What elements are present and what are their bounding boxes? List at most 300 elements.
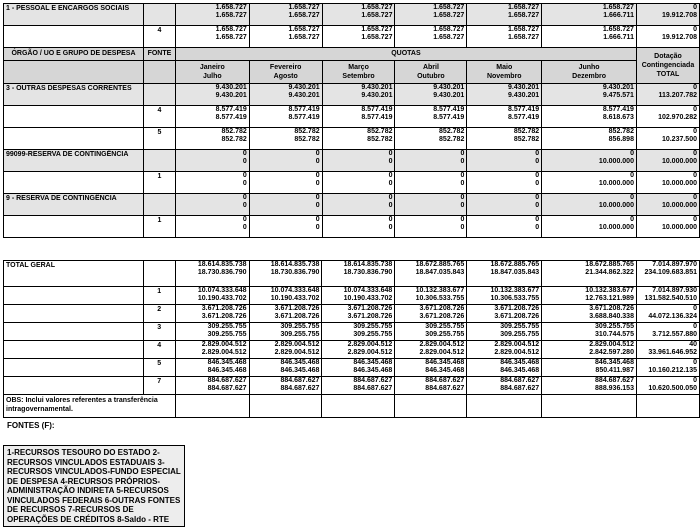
quota-value-top: 852.782 (221, 128, 247, 135)
quota-value-bottom: 19.912.708 (661, 34, 697, 41)
quota-cell (542, 216, 637, 238)
quota-cell (322, 106, 395, 128)
quota-value-top: 0 (388, 172, 393, 179)
quota-value-top: 309.255.755 (280, 323, 320, 330)
quota-value-bottom: 19.912.708 (661, 12, 697, 19)
quota-value-bottom: 850.411.987 (595, 367, 634, 374)
quota-cell (542, 106, 637, 128)
total-cell (636, 359, 699, 377)
quota-value-bottom: 8.577.419 (433, 114, 465, 121)
quota-value-top: 0 (693, 216, 697, 223)
fontes-label: FONTES (F): (7, 421, 55, 430)
quota-value-bottom: 0 (315, 202, 320, 209)
quota-value-top: 0 (693, 128, 697, 135)
orgao-column-header: ÓRGÃO / UO E GRUPO DE DESPESA (4, 48, 144, 61)
quota-cell (175, 128, 249, 150)
quota-cell (249, 172, 322, 194)
quota-cell (175, 287, 249, 305)
quota-value-bottom: 0 (535, 158, 540, 165)
quota-value-bottom: 10.000.000 (598, 224, 634, 231)
detail-row (4, 359, 700, 377)
quota-value-top: 2.829.004.512 (347, 341, 393, 348)
quota-cell (175, 84, 249, 106)
quota-cell (249, 194, 322, 216)
quota-cell (395, 216, 467, 238)
quota-value-top: 309.255.755 (353, 323, 393, 330)
quota-cell (395, 287, 467, 305)
total-geral-table (3, 260, 700, 418)
quota-cell (249, 84, 322, 106)
quota-value-top: 8.577.419 (288, 106, 320, 113)
quota-value-bottom: 12.763.121.989 (585, 295, 634, 302)
total-cell (636, 84, 699, 106)
quota-value-bottom: 102.970.282 (658, 114, 697, 121)
quota-value-bottom: 9.430.201 (508, 92, 540, 99)
quota-value-bottom: 131.582.540.510 (644, 295, 697, 302)
month-name-bottom: Julho (203, 73, 222, 80)
quota-value-top: 0 (460, 172, 465, 179)
quota-value-top: 0 (315, 194, 320, 201)
quota-value-bottom: 44.072.136.324 (648, 313, 697, 320)
quota-value-bottom: 18.730.836.790 (197, 269, 247, 276)
month-name-top: Abril (422, 64, 439, 71)
quota-value-top: 1.658.727 (288, 4, 320, 11)
quota-cell (322, 150, 395, 172)
dotacao-header-line: Contingenciada (641, 62, 695, 69)
quota-value-top: 18.672.885.765 (415, 261, 465, 268)
quota-cell (249, 323, 322, 341)
month-header-cell (395, 61, 467, 84)
row-label: 99099-RESERVA DE CONTINGÊNCIA (4, 150, 144, 172)
quota-value-bottom: 856.898 (608, 136, 634, 143)
quota-value-bottom: 10.000.000 (598, 180, 634, 187)
quota-value-bottom: 0 (460, 224, 465, 231)
quota-value-top: 884.687.627 (207, 377, 247, 384)
quota-value-bottom: 3.688.840.338 (589, 313, 634, 320)
fonte-value: 1 (143, 216, 175, 238)
quota-cell (175, 150, 249, 172)
fonte-value: 5 (143, 359, 175, 377)
quota-value-top: 9.430.201 (508, 84, 540, 91)
month-header-cell (175, 61, 249, 84)
total-cell (636, 305, 699, 323)
quota-value-bottom: 309.255.755 (500, 331, 540, 338)
quota-value-bottom: 10.306.533.755 (490, 295, 540, 302)
quota-value-bottom: 1.658.727 (215, 12, 247, 19)
quota-value-bottom: 852.782 (439, 136, 465, 143)
total-cell (636, 128, 699, 150)
quota-value-bottom: 310.744.575 (595, 331, 634, 338)
quota-cell (542, 4, 637, 26)
quota-cell (467, 128, 542, 150)
quota-value-top: 2.829.004.512 (274, 341, 320, 348)
quota-value-top: 884.687.627 (595, 377, 634, 384)
quota-cell (467, 305, 542, 323)
quota-cell (542, 261, 637, 287)
quota-value-bottom: 309.255.755 (207, 331, 247, 338)
quota-cell (249, 261, 322, 287)
quota-value-bottom: 8.577.419 (288, 114, 320, 121)
quota-value-bottom: 8.577.419 (508, 114, 540, 121)
quota-value-top: 0 (693, 377, 697, 384)
quota-cell (175, 359, 249, 377)
quota-value-bottom: 884.687.627 (353, 385, 393, 392)
quota-value-bottom: 0 (242, 158, 247, 165)
row-label (4, 216, 144, 238)
quota-value-bottom: 1.666.711 (603, 12, 634, 19)
row-label: 3 - OUTRAS DESPESAS CORRENTES (4, 84, 144, 106)
total-geral-row (4, 261, 700, 287)
total-cell (636, 287, 699, 305)
quota-value-top: 9.430.201 (361, 84, 393, 91)
month-name-top: Março (348, 64, 369, 71)
quota-cell (322, 323, 395, 341)
detail-row (4, 128, 700, 150)
quota-value-bottom: 10.000.000 (661, 158, 697, 165)
quota-value-bottom: 18.730.836.790 (343, 269, 393, 276)
quota-value-bottom: 852.782 (221, 136, 247, 143)
quota-cell (249, 128, 322, 150)
quota-value-top: 1.658.727 (508, 26, 540, 33)
quota-value-bottom: 8.618.673 (602, 114, 634, 121)
row-label (4, 323, 144, 341)
quota-value-bottom: 3.712.557.880 (652, 331, 697, 338)
quota-value-bottom: 309.255.755 (280, 331, 320, 338)
quota-value-top: 0 (693, 26, 697, 33)
quota-value-bottom: 18.730.836.790 (270, 269, 320, 276)
quota-value-top: 0 (388, 216, 393, 223)
quota-value-top: 40 (689, 341, 697, 348)
quota-value-bottom: 1.658.727 (433, 12, 465, 19)
month-header-cell (467, 61, 542, 84)
quota-cell (322, 128, 395, 150)
quota-value-top: 0 (693, 106, 697, 113)
quota-value-bottom: 852.782 (294, 136, 320, 143)
fonte-value (143, 194, 175, 216)
quota-value-bottom: 1.658.727 (508, 12, 540, 19)
quota-value-top: 846.345.468 (280, 359, 320, 366)
quota-cell (322, 287, 395, 305)
fontes-legend-box: 1-RECURSOS TESOURO DO ESTADO 2-RECURSOS VINCULADOS ESTADUAIS 3-RECURSOS VINCULADOS-FUNDO ESPECIAL DE DESPESA 4-RECURSOS PRÓPRIOS-ADMINISTRAÇÃO INDIRETA 5-RECURSOS VINCULADOS FEDERAIS 6-OUTRAS FONTES DE RECURSOS 7-RECURSOS DE OPERAÇÕES DE CRÉDITOS 8-Saldo - RTE (3, 445, 185, 527)
quota-value-bottom: 0 (535, 180, 540, 187)
fonte-value (143, 261, 175, 287)
quota-value-bottom: 10.000.000 (661, 202, 697, 209)
quota-cell (322, 359, 395, 377)
quota-cell (542, 305, 637, 323)
quota-value-top: 0 (693, 84, 697, 91)
quota-value-bottom: 1.658.727 (288, 12, 320, 19)
quota-cell (467, 172, 542, 194)
quota-cell (322, 194, 395, 216)
quota-cell (249, 359, 322, 377)
quota-value-bottom: 1.658.727 (508, 34, 540, 41)
quota-cell (249, 150, 322, 172)
section-row (4, 150, 700, 172)
quota-value-top: 0 (388, 194, 393, 201)
quota-cell (322, 261, 395, 287)
quota-cell (542, 341, 637, 359)
month-header-cell (322, 61, 395, 84)
quota-cell (175, 216, 249, 238)
month-name-bottom: Outubro (417, 73, 445, 80)
quota-value-top: 1.658.727 (602, 4, 634, 11)
month-header-row (4, 61, 700, 84)
row-label (4, 128, 144, 150)
quota-value-top: 0 (242, 216, 247, 223)
quota-value-bottom: 8.577.419 (215, 114, 247, 121)
fonte-value: 1 (143, 172, 175, 194)
obs-note: OBS: Inclui valores referentes a transferência intragovernamental. (4, 395, 176, 418)
quota-value-top: 0 (315, 172, 320, 179)
quota-value-top: 0 (460, 216, 465, 223)
quota-value-top: 846.345.468 (353, 359, 393, 366)
quota-cell (395, 4, 467, 26)
quota-value-top: 0 (315, 216, 320, 223)
quota-cell (395, 323, 467, 341)
quota-value-top: 0 (460, 150, 465, 157)
quota-value-bottom: 884.687.627 (207, 385, 247, 392)
quota-cell (395, 359, 467, 377)
quota-value-top: 846.345.468 (207, 359, 247, 366)
quota-value-top: 852.782 (294, 128, 320, 135)
quota-cell (542, 84, 637, 106)
quota-cell (542, 194, 637, 216)
quota-value-bottom: 1.658.727 (361, 34, 393, 41)
quota-value-top: 884.687.627 (353, 377, 393, 384)
month-name-top: Junho (578, 64, 600, 71)
quota-cell (467, 26, 542, 48)
quota-value-bottom: 2.829.004.512 (347, 349, 393, 356)
total-cell (636, 216, 699, 238)
quota-value-top: 0 (535, 194, 540, 201)
quota-cell (542, 287, 637, 305)
detail-row (4, 26, 700, 48)
total-cell (636, 261, 699, 287)
quota-value-top: 1.658.727 (215, 4, 247, 11)
quota-value-bottom: 0 (315, 158, 320, 165)
quota-value-top: 852.782 (513, 128, 540, 135)
quota-cell (542, 26, 637, 48)
quota-value-bottom: 0 (242, 224, 247, 231)
detail-row (4, 323, 700, 341)
quota-value-bottom: 10.000.000 (598, 202, 634, 209)
quota-value-bottom: 0 (388, 158, 393, 165)
quota-value-top: 7.014.897.970 (652, 261, 697, 268)
quota-cell (467, 341, 542, 359)
row-label (4, 287, 144, 305)
quota-cell (467, 395, 542, 418)
row-label (4, 106, 144, 128)
detail-row (4, 377, 700, 395)
total-cell (636, 341, 699, 359)
row-label: 1 - PESSOAL E ENCARGOS SOCIAIS (4, 4, 144, 26)
quota-cell (175, 341, 249, 359)
fonte-value (143, 150, 175, 172)
quota-value-top: 0 (630, 216, 634, 223)
quota-value-top: 3.671.208.726 (419, 305, 465, 312)
quota-value-top: 9.430.201 (215, 84, 247, 91)
quota-cell (322, 26, 395, 48)
quota-value-bottom: 2.829.004.512 (419, 349, 465, 356)
quota-value-top: 10.132.383.677 (585, 287, 634, 294)
quota-value-bottom: 10.000.000 (661, 180, 697, 187)
quota-cell (467, 359, 542, 377)
quota-value-top: 309.255.755 (500, 323, 540, 330)
quota-value-bottom: 3.671.208.726 (274, 313, 320, 320)
quota-cell (322, 216, 395, 238)
fonte-value: 3 (143, 323, 175, 341)
quota-cell (249, 106, 322, 128)
month-name-top: Janeiro (199, 64, 225, 71)
quota-value-bottom: 18.847.035.843 (415, 269, 465, 276)
total-cell (636, 194, 699, 216)
quota-value-bottom: 884.687.627 (425, 385, 465, 392)
dotacao-column-header (636, 48, 699, 84)
total-cell (636, 395, 699, 418)
quota-value-bottom: 0 (388, 180, 393, 187)
quota-cell (395, 128, 467, 150)
quota-value-top: 18.672.885.765 (585, 261, 634, 268)
quota-value-bottom: 1.658.727 (288, 34, 320, 41)
quota-cell (395, 305, 467, 323)
quota-value-top: 0 (630, 172, 634, 179)
section-row (4, 4, 700, 26)
row-label (4, 377, 144, 395)
quota-value-bottom: 2.829.004.512 (201, 349, 247, 356)
quota-value-top: 1.658.727 (433, 26, 465, 33)
quota-cell (395, 194, 467, 216)
quota-value-bottom: 8.577.419 (361, 114, 393, 121)
quota-cell (175, 106, 249, 128)
quota-cell (175, 4, 249, 26)
month-name-bottom: Novembro (486, 73, 522, 80)
quota-cell (467, 84, 542, 106)
quota-value-bottom: 0 (535, 202, 540, 209)
quota-cell (467, 377, 542, 395)
total-cell (636, 150, 699, 172)
quota-cell (249, 287, 322, 305)
month-name-bottom: Dezembro (572, 73, 606, 80)
total-cell (636, 377, 699, 395)
quota-value-top: 1.658.727 (433, 4, 465, 11)
quota-cell (395, 377, 467, 395)
quota-value-top: 10.074.333.648 (343, 287, 393, 294)
quota-value-bottom: 846.345.468 (500, 367, 540, 374)
quota-value-top: 0 (693, 323, 697, 330)
quota-value-top: 1.658.727 (361, 26, 393, 33)
quota-cell (467, 194, 542, 216)
quota-value-top: 846.345.468 (595, 359, 634, 366)
quota-cell (175, 395, 249, 418)
quota-value-top: 8.577.419 (508, 106, 540, 113)
quota-cell (467, 287, 542, 305)
quota-value-top: 0 (693, 172, 697, 179)
quota-cell (175, 377, 249, 395)
quota-value-top: 0 (693, 359, 697, 366)
quota-cell (322, 377, 395, 395)
quota-value-bottom: 10.000.000 (598, 158, 634, 165)
quota-value-bottom: 852.782 (367, 136, 393, 143)
quota-value-top: 9.430.201 (433, 84, 465, 91)
quota-value-top: 10.074.333.648 (270, 287, 320, 294)
row-label: TOTAL GERAL (4, 261, 144, 287)
quotas-column-header: QUOTAS (175, 48, 636, 61)
quota-value-bottom: 10.190.433.702 (197, 295, 247, 302)
quota-cell (322, 341, 395, 359)
total-cell (636, 26, 699, 48)
quota-cell (395, 150, 467, 172)
quota-value-bottom: 0 (388, 224, 393, 231)
section-row (4, 84, 700, 106)
quota-value-top: 9.430.201 (602, 84, 634, 91)
quota-value-bottom: 3.671.208.726 (494, 313, 540, 320)
month-name-bottom: Agosto (273, 73, 298, 80)
quota-cell (542, 377, 637, 395)
quota-value-bottom: 846.345.468 (280, 367, 320, 374)
fonte-value: 4 (143, 26, 175, 48)
obs-row (4, 395, 700, 418)
quota-cell (322, 84, 395, 106)
quota-cell (249, 26, 322, 48)
quota-value-top: 0 (630, 194, 634, 201)
budget-quotas-table (3, 3, 700, 238)
quota-value-top: 0 (693, 305, 697, 312)
fonte-value (143, 4, 175, 26)
row-label: 9 - RESERVA DE CONTINGÊNCIA (4, 194, 144, 216)
quota-value-top: 0 (535, 216, 540, 223)
quota-value-bottom: 3.671.208.726 (347, 313, 393, 320)
quota-value-top: 3.671.208.726 (274, 305, 320, 312)
month-header-cell (542, 61, 637, 84)
detail-row (4, 172, 700, 194)
quota-value-bottom: 1.658.727 (433, 34, 465, 41)
quota-value-bottom: 33.961.646.952 (648, 349, 697, 356)
quota-value-bottom: 10.160.212.135 (648, 367, 697, 374)
quota-cell (542, 395, 637, 418)
quota-cell (175, 305, 249, 323)
quota-value-top: 0 (242, 172, 247, 179)
quota-value-top: 18.672.885.765 (490, 261, 540, 268)
quota-value-top: 8.577.419 (602, 106, 634, 113)
dotacao-header-line: TOTAL (656, 71, 680, 78)
quota-value-top: 18.614.835.738 (270, 261, 320, 268)
quota-value-top: 1.658.727 (215, 26, 247, 33)
month-name-bottom: Setembro (342, 73, 375, 80)
quota-value-bottom: 846.345.468 (425, 367, 465, 374)
fonte-value (143, 84, 175, 106)
quota-value-bottom: 846.345.468 (353, 367, 393, 374)
detail-row (4, 287, 700, 305)
total-cell (636, 106, 699, 128)
quota-cell (542, 359, 637, 377)
quota-cell (249, 377, 322, 395)
empty-header-cell (143, 61, 175, 84)
quota-value-bottom: 2.842.597.280 (589, 349, 634, 356)
quota-value-bottom: 0 (242, 180, 247, 187)
quota-value-bottom: 309.255.755 (425, 331, 465, 338)
quota-value-bottom: 234.109.683.851 (644, 269, 697, 276)
quota-cell (249, 341, 322, 359)
quota-value-top: 2.829.004.512 (201, 341, 247, 348)
quota-cell (542, 323, 637, 341)
quota-value-bottom: 1.658.727 (215, 34, 247, 41)
quota-value-bottom: 888.936.153 (595, 385, 634, 392)
quota-value-top: 0 (693, 150, 697, 157)
quota-value-bottom: 10.620.500.050 (648, 385, 697, 392)
quota-cell (175, 323, 249, 341)
quota-value-top: 309.255.755 (595, 323, 634, 330)
row-label (4, 359, 144, 377)
